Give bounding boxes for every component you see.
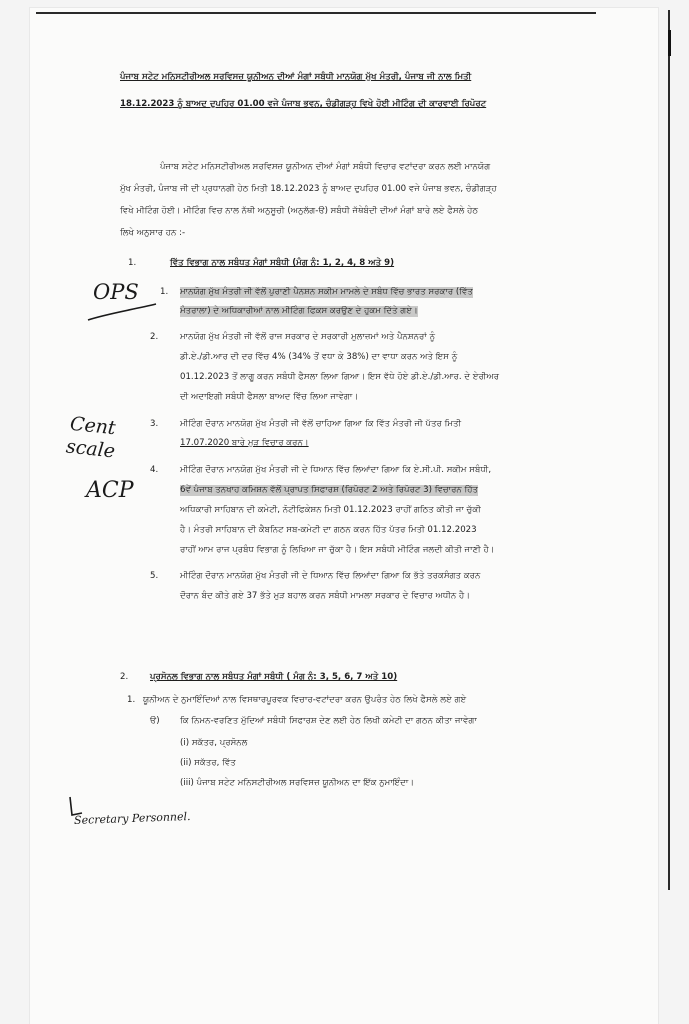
section2-heading: ਪ੍ਰਸੋਨਲ ਵਿਭਾਗ ਨਾਲ ਸਬੰਧਤ ਮੰਗਾਂ ਸਬੰਧੀ ( ਮੰਗ ਨੰ: 3, 5, 6, 7 ਅਤੇ 10) bbox=[150, 672, 398, 682]
item2-line-2: ਡੀ.ਏ./ਡੀ.ਆਰ ਦੀ ਦਰ ਵਿੱਚ 4% (34% ਤੋਂ ਵਧਾ ਕੇ 38%) ਦਾ ਵਾਧਾ ਕਰਨ ਅਤੇ ਇਸ ਨੂੰ bbox=[180, 352, 458, 362]
item2-line-1: ਮਾਨਯੋਗ ਮੁੱਖ ਮੰਤਰੀ ਜੀ ਵੱਲੋਂ ਰਾਜ ਸਰਕਾਰ ਦੇ ਸਰਕਾਰੀ ਮੁਲਾਜ਼ਮਾਂ ਅਤੇ ਪੈਨਸ਼ਨਰਾਂ ਨੂੰ bbox=[180, 332, 436, 342]
item4-line-4: ਹੈ। ਮੰਤਰੀ ਸਾਹਿਬਾਨ ਦੀ ਕੈਬਨਿਟ ਸਬ-ਕਮੇਟੀ ਦਾ ਗਠਨ ਕਰਨ ਹਿੱਤ ਪੱਤਰ ਮਿਤੀ 01.12.2023 bbox=[180, 525, 477, 535]
item2-line-4: ਦੀ ਅਦਾਇਗੀ ਸਬੰਧੀ ਫੈਸਲਾ ਬਾਅਦ ਵਿੱਚ ਲਿਆ ਜਾਵੇਗਾ। bbox=[180, 392, 359, 402]
handwritten-secretary-personnel: Secretary Personnel. bbox=[73, 809, 191, 828]
section2-item-text: ਯੂਨੀਅਨ ਦੇ ਨੁਮਾਇੰਦਿਆਂ ਨਾਲ ਵਿਸਥਾਰਪੂਰਵਕ ਵਿਚਾਰ-ਵਟਾਂਦਰਾ ਕਰਨ ਉਪਰੰਤ ਹੇਠ ਲਿਖੇ ਫੈਸਲੇ ਲਏ ਗਏ bbox=[143, 695, 467, 705]
section1-number: 1. bbox=[128, 258, 137, 268]
page-edge-mark bbox=[668, 30, 671, 56]
item2-number: 2. bbox=[150, 332, 159, 342]
page-edge-top bbox=[36, 12, 596, 14]
handwritten-cent: Cent bbox=[68, 412, 117, 440]
section2-sub-label: ੳ) bbox=[150, 716, 160, 726]
item5-number: 5. bbox=[150, 571, 159, 581]
intro-line-4: ਲਿਖੇ ਅਨੁਸਾਰ ਹਨ :- bbox=[120, 228, 186, 238]
handwritten-ops-underline bbox=[86, 302, 158, 324]
handwritten-ops: OPS bbox=[93, 280, 139, 304]
header-line-1: ਪੰਜਾਬ ਸਟੇਟ ਮਨਿਸਟੀਰੀਅਲ ਸਰਵਿਸਜ਼ ਯੂਨੀਅਨ ਦੀਆਂ ਮੰਗਾਂ ਸਬੰਧੀ ਮਾਨਯੋਗ ਮੁੱਖ ਮੰਤਰੀ, ਪੰਜਾਬ ਜੀ ਨਾਲ ਮਿਤੀ bbox=[120, 72, 472, 82]
item2-line-3: 01.12.2023 ਤੋਂ ਲਾਗੂ ਕਰਨ ਸਬੰਧੀ ਫੈਸਲਾ ਲਿਆ ਗਿਆ। ਇਸ ਵੱਧੇ ਹੋਏ ਡੀ.ਏ./ਡੀ.ਆਰ. ਦੇ ਏਰੀਅਰ bbox=[180, 372, 500, 382]
item3-number: 3. bbox=[150, 419, 159, 429]
item3-line-1: ਮੀਟਿੰਗ ਦੌਰਾਨ ਮਾਨਯੋਗ ਮੁੱਖ ਮੰਤਰੀ ਜੀ ਵੱਲੋਂ ਚਾਹਿਆ ਗਿਆ ਕਿ ਵਿੱਤ ਮੰਤਰੀ ਜੀ ਪੱਤਰ ਮਿਤੀ bbox=[180, 419, 462, 429]
intro-line-1: ਪੰਜਾਬ ਸਟੇਟ ਮਨਿਸਟੀਰੀਅਲ ਸਰਵਿਸਜ਼ ਯੂਨੀਅਨ ਦੀਆਂ ਮੰਗਾਂ ਸਬੰਧੀ ਵਿਚਾਰ ਵਟਾਂਦਰਾ ਕਰਨ ਲਈ ਮਾਨਯੋਗ bbox=[160, 162, 491, 172]
header-line-2: 18.12.2023 ਨੂੰ ਬਾਅਦ ਦੁਪਹਿਰ 01.00 ਵਜੇ ਪੰਜਾਬ ਭਵਨ, ਚੰਡੀਗੜ੍ਹ ਵਿਖੇ ਹੋਈ ਮੀਟਿੰਗ ਦੀ ਕਾਰਵਾਈ ਰਿਪੋਰਟ bbox=[120, 99, 487, 109]
document-page bbox=[30, 8, 658, 1024]
item4-line-2: 6ਵੇਂ ਪੰਜਾਬ ਤਨਖਾਹ ਕਮਿਸ਼ਨ ਵੱਲੋਂ ਪ੍ਰਾਪਤ ਸਿਫਾਰਸ਼ (ਰਿਪੋਰਟ 2 ਅਤੇ ਰਿਪੋਰਟ 3) ਵਿਚਾਰਨ ਹਿੱਤ bbox=[180, 485, 479, 495]
item4-number: 4. bbox=[150, 465, 159, 475]
intro-line-2: ਮੁੱਖ ਮੰਤਰੀ, ਪੰਜਾਬ ਜੀ ਦੀ ਪ੍ਰਧਾਨਗੀ ਹੇਠ ਮਿਤੀ 18.12.2023 ਨੂੰ ਬਾਅਦ ਦੁਪਹਿਰ 01.00 ਵਜੇ ਪੰਜਾਬ ਭਵਨ, ਚੰਡੀਗੜ੍ਹ bbox=[120, 184, 497, 194]
item4-line-1: ਮੀਟਿੰਗ ਦੌਰਾਨ ਮਾਨਯੋਗ ਮੁੱਖ ਮੰਤਰੀ ਜੀ ਦੇ ਧਿਆਨ ਵਿੱਚ ਲਿਆਂਦਾ ਗਿਆ ਕਿ ਏ.ਸੀ.ਪੀ. ਸਕੀਮ ਸਬੰਧੀ, bbox=[180, 465, 492, 475]
handwritten-scale: scale bbox=[64, 435, 117, 463]
item5-line-2: ਦੌਰਾਨ ਬੰਦ ਕੀਤੇ ਗਏ 37 ਭੱਤੇ ਮੁੜ ਬਹਾਲ ਕਰਨ ਸਬੰਧੀ ਮਾਮਲਾ ਸਰਕਾਰ ਦੇ ਵਿਚਾਰ ਅਧੀਨ ਹੈ। bbox=[180, 591, 471, 601]
section1-heading: ਵਿੱਤ ਵਿਭਾਗ ਨਾਲ ਸਬੰਧਤ ਮੰਗਾਂ ਸਬੰਧੀ (ਮੰਗ ਨੰ: 1, 2, 4, 8 ਅਤੇ 9) bbox=[170, 258, 395, 268]
section2-number: 2. bbox=[120, 672, 129, 682]
item5-line-1: ਮੀਟਿੰਗ ਦੌਰਾਨ ਮਾਨਯੋਗ ਮੁੱਖ ਮੰਤਰੀ ਜੀ ਦੇ ਧਿਆਨ ਵਿੱਚ ਲਿਆਂਦਾ ਗਿਆ ਕਿ ਭੱਤੇ ਤਰਕਸੰਗਤ ਕਰਨ bbox=[180, 571, 481, 581]
item4-line-5: ਰਾਹੀਂ ਆਮ ਰਾਜ ਪ੍ਰਬੰਧ ਵਿਭਾਗ ਨੂੰ ਲਿਖਿਆ ਜਾ ਚੁੱਕਾ ਹੈ। ਇਸ ਸਬੰਧੀ ਮੀਟਿੰਗ ਜਲਦੀ ਕੀਤੀ ਜਾਣੀ ਹੈ। bbox=[180, 545, 495, 555]
committee-member-1: (i) ਸਕੱਤਰ, ਪ੍ਰਸੋਨਲ bbox=[180, 738, 248, 748]
section2-sub-text: ਕਿ ਨਿਮਨ-ਵਰਣਿਤ ਮੁੱਦਿਆਂ ਸਬੰਧੀ ਸਿਫਾਰਸ਼ ਦੇਣ ਲਈ ਹੇਠ ਲਿਖੀ ਕਮੇਟੀ ਦਾ ਗਠਨ ਕੀਤਾ ਜਾਵੇਗਾ bbox=[180, 716, 477, 726]
item1-number: 1. bbox=[160, 287, 169, 297]
page-edge-right bbox=[668, 10, 670, 890]
item4-line-3: ਅਧਿਕਾਰੀ ਸਾਹਿਬਾਨ ਦੀ ਕਮੇਟੀ, ਨੋਟੀਫਿਕੇਸ਼ਨ ਮਿਤੀ 01.12.2023 ਰਾਹੀਂ ਗਠਿਤ ਕੀਤੀ ਜਾ ਚੁੱਕੀ bbox=[180, 505, 481, 515]
committee-member-3: (iii) ਪੰਜਾਬ ਸਟੇਟ ਮਨਿਸਟੀਰੀਅਲ ਸਰਵਿਸਜ਼ ਯੂਨੀਅਨ ਦਾ ਇੱਕ ਨੁਮਾਇੰਦਾ। bbox=[180, 778, 415, 788]
item3-line-2: 17.07.2020 ਬਾਰੇ ਮੁੜ ਵਿਚਾਰ ਕਰਨ। bbox=[180, 438, 309, 448]
item1-line-2: ਮੰਤਰਾਲਾ) ਦੇ ਅਧਿਕਾਰੀਆਂ ਨਾਲ ਮੀਟਿੰਗ ਫਿਕਸ ਕਰਉਣ ਦੇ ਹੁਕਮ ਦਿੱਤੇ ਗਏ। bbox=[180, 306, 418, 316]
handwritten-acp: ACP bbox=[86, 478, 134, 503]
section2-item-number: 1. bbox=[127, 695, 136, 705]
item1-line-1: ਮਾਨਯੋਗ ਮੁੱਖ ਮੰਤਰੀ ਜੀ ਵੱਲੋਂ ਪੁਰਾਣੀ ਪੈਨਸ਼ਨ ਸਕੀਮ ਮਾਮਲੇ ਦੇ ਸਬੰਧ ਵਿੱਚ ਭਾਰਤ ਸਰਕਾਰ (ਵਿੱਤ bbox=[180, 287, 473, 297]
intro-line-3: ਵਿਖੇ ਮੀਟਿੰਗ ਹੋਈ। ਮੀਟਿੰਗ ਵਿਚ ਨਾਲ ਨੱਥੀ ਅਨੁਸੂਚੀ (ਅਨੁਲੱਗ-ੳ) ਸਬੰਧੀ ਜੱਥੇਬੰਦੀ ਦੀਆਂ ਮੰਗਾਂ ਬਾਰੇ ਲਏ ਫੈਸਲੇ ਹੇਠ bbox=[120, 206, 479, 216]
committee-member-2: (ii) ਸਕੱਤਰ, ਵਿੱਤ bbox=[180, 758, 236, 768]
